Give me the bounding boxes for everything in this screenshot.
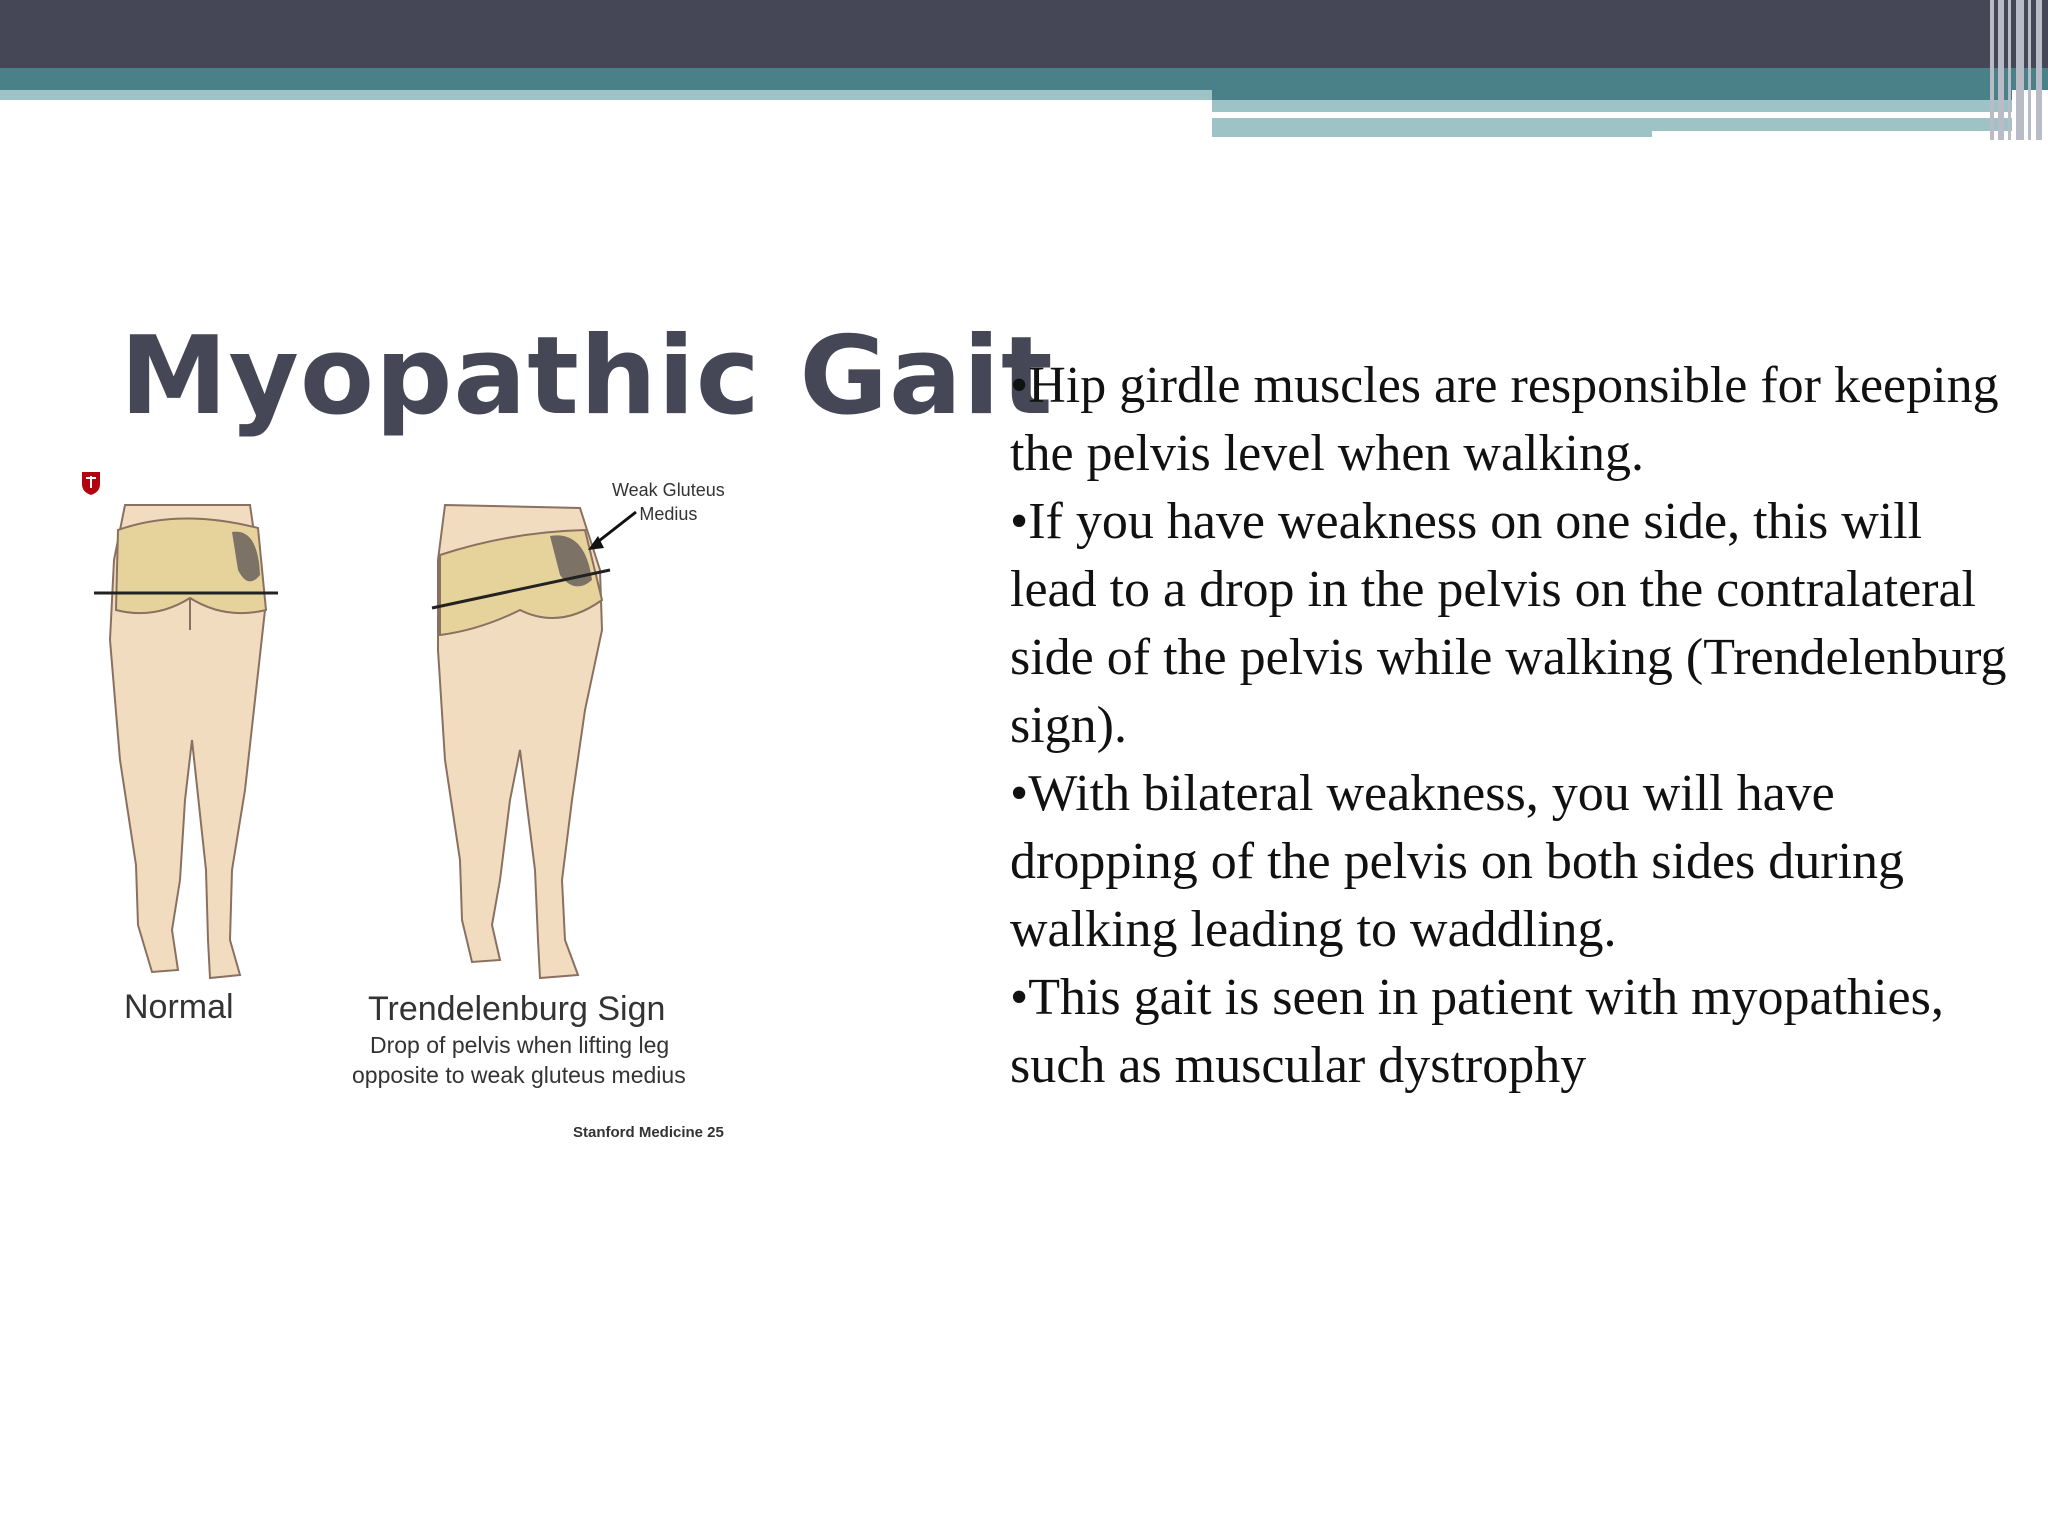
trendelenburg-description-line2: opposite to weak gluteus medius	[352, 1062, 686, 1088]
header-right-block-2	[1652, 118, 2012, 131]
weak-gluteus-label	[612, 478, 725, 526]
normal-caption: Normal	[124, 988, 234, 1026]
header-teal-band	[0, 68, 2048, 90]
stanford-shield-icon	[80, 470, 102, 496]
header-dark-band	[0, 0, 2048, 68]
trendelenburg-legs-figure	[432, 505, 636, 978]
header-corner-stripes	[1986, 0, 2048, 140]
bullet-item: •Hip girdle muscles are responsible for keeping the pelvis level when walking.	[1010, 357, 1999, 482]
bullet-item: •If you have weakness on one side, this will lead to a drop in the pelvis on the contralateral side of the pelvis while walking (Trendelenburg sign).	[1010, 493, 2007, 754]
weak-gluteus-line2: Medius	[639, 504, 698, 524]
header-right-light	[1212, 100, 2012, 112]
header-right-block	[1212, 118, 1652, 137]
trendelenburg-description-line1: Drop of pelvis when lifting leg	[370, 1032, 670, 1058]
trendelenburg-caption: Trendelenburg Sign	[368, 990, 666, 1028]
bullet-list	[1010, 352, 2020, 1100]
slide-header-bar	[0, 0, 2048, 140]
bullet-item: •With bilateral weakness, you will have dropping of the pelvis on both sides during walking leading to waddling.	[1010, 765, 1905, 958]
header-right-teal	[1212, 90, 2012, 100]
slide-title: Myopathic Gait	[120, 314, 1054, 439]
trendelenburg-illustration	[80, 470, 780, 1150]
weak-gluteus-line1: Weak Gluteus	[612, 480, 725, 500]
image-credit: Stanford Medicine 25	[573, 1124, 724, 1141]
bullet-item: •This gait is seen in patient with myopathies, such as muscular dystrophy	[1010, 969, 1944, 1094]
normal-legs-figure	[94, 505, 278, 978]
header-light-band	[0, 90, 1212, 100]
